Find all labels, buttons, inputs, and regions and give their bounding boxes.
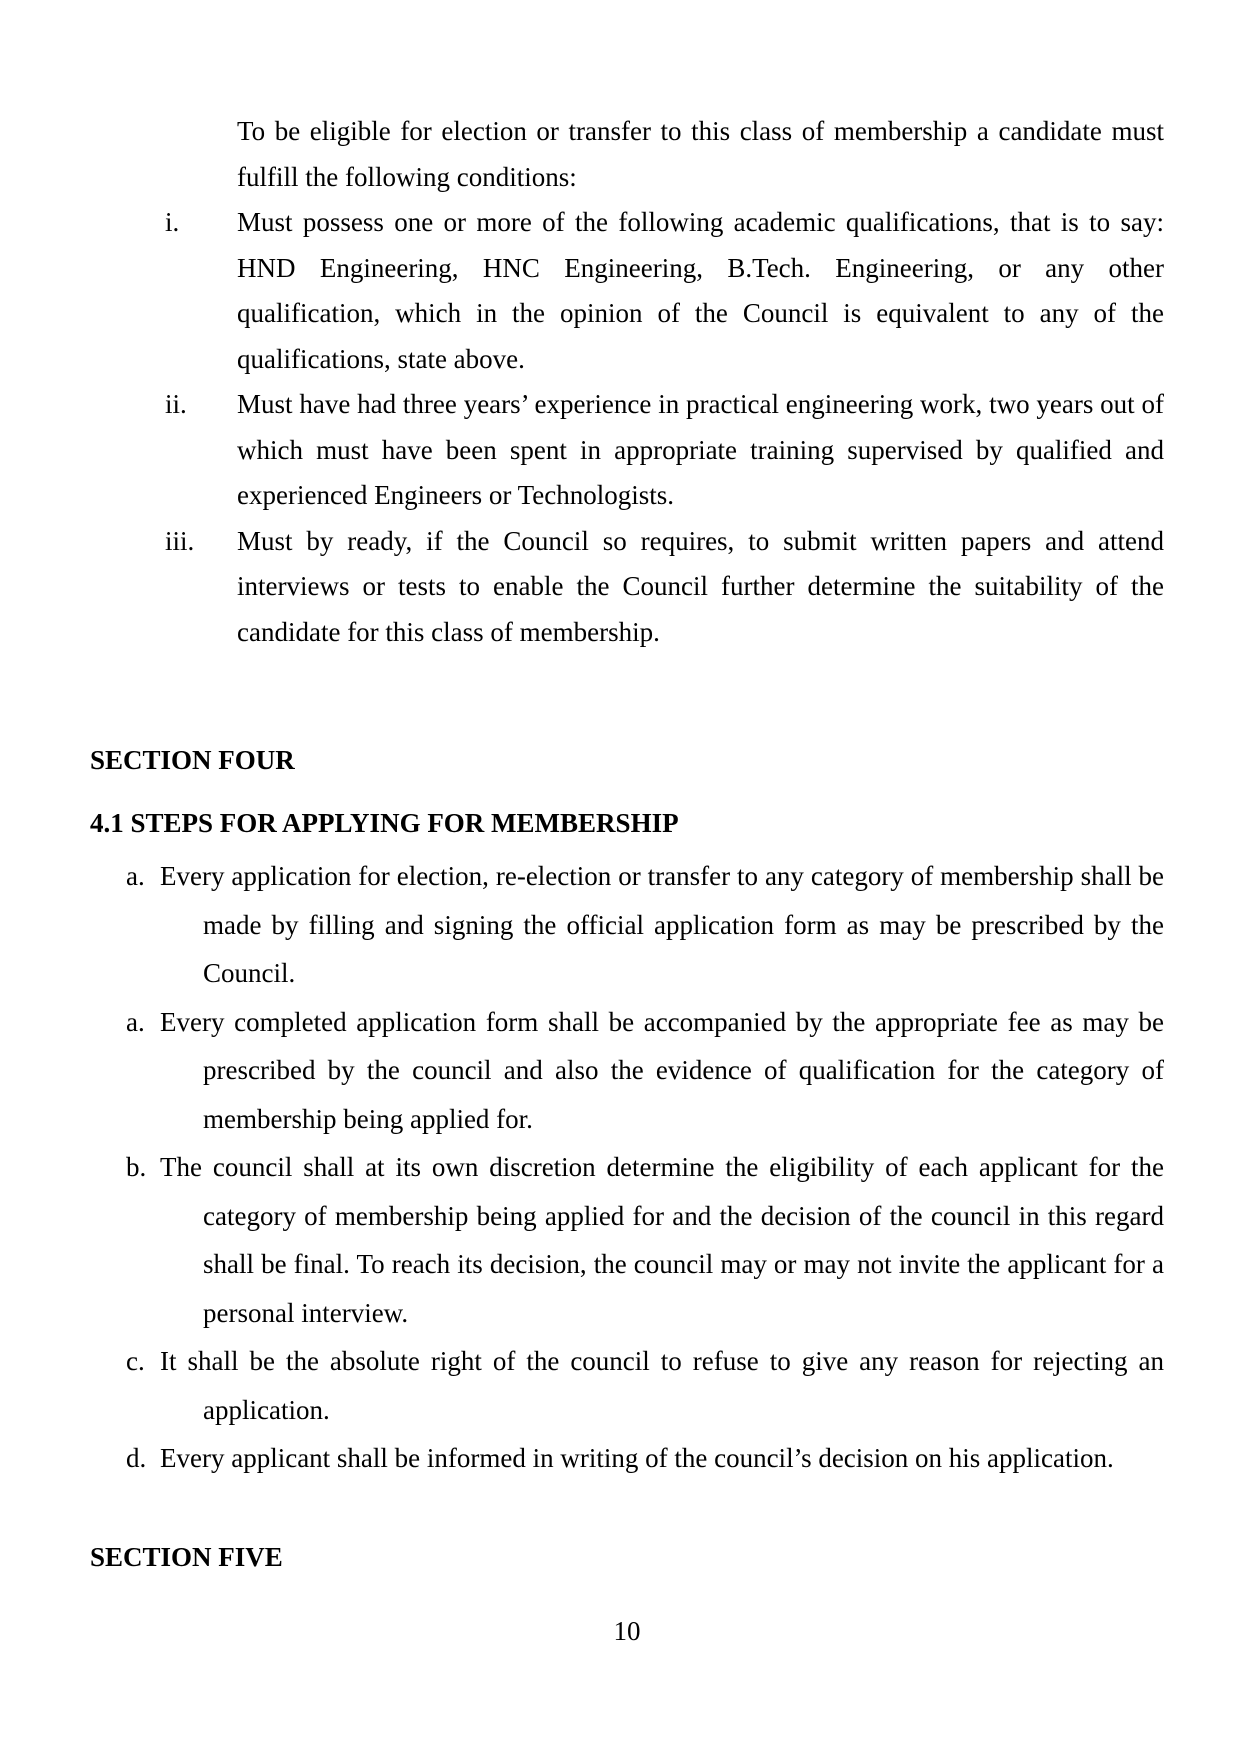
list-item bbox=[90, 998, 1164, 1144]
list-marker: c. bbox=[126, 1346, 145, 1376]
list-item-text: The council shall at its own discretion determine the eligibility of each applicant for the category of membership being applied for and the decision of the council in this regard shall be final. To reach its decision, the council may or may not invite the applicant for a personal interview. bbox=[160, 1152, 1164, 1328]
list-marker: iii. bbox=[165, 525, 195, 556]
list-item bbox=[90, 382, 1164, 519]
list-marker: ii. bbox=[165, 389, 187, 419]
list-item bbox=[90, 519, 1164, 656]
section-four-heading: SECTION FOUR bbox=[90, 745, 295, 775]
list-marker: i. bbox=[165, 207, 180, 237]
list-marker: d. bbox=[126, 1443, 147, 1473]
list-marker: a. bbox=[126, 1006, 145, 1037]
list-item-text: Every application for election, re-election or transfer to any category of membership shall be made by filling and signing the official application form as may be prescribed by the Council. bbox=[160, 861, 1164, 988]
list-item-text: Must have had three years’ experience in practical engineering work, two years out of which must have been spent in appropriate training supervised by qualified and experienced Engineers or Technologists. bbox=[237, 389, 1164, 510]
list-item bbox=[90, 1434, 1164, 1483]
alpha-list bbox=[90, 852, 1164, 1483]
list-item-text: Every completed application form shall be accompanied by the appropriate fee as may be prescribed by the council and also the evidence of qualification for the category of membership being applied for. bbox=[160, 1006, 1164, 1134]
list-item bbox=[90, 852, 1164, 998]
section-five-heading: SECTION FIVE bbox=[90, 1541, 283, 1572]
list-item-text: Must possess one or more of the following academic qualifications, that is to say: HND Engineering, HNC Engineering, B.Tech. Engineering, or any other qualification, which in the opinion of the Council is equivalent to any of the qualifications, state above. bbox=[237, 207, 1164, 374]
list-item-text: It shall be the absolute right of the council to refuse to give any reason for rejecting an application. bbox=[160, 1346, 1164, 1425]
list-item bbox=[90, 200, 1164, 382]
list-item bbox=[90, 1337, 1164, 1434]
list-marker: b. bbox=[126, 1152, 147, 1182]
roman-list bbox=[90, 200, 1164, 655]
list-item-text: Every applicant shall be informed in writing of the council’s decision on his application. bbox=[160, 1443, 1114, 1473]
intro-paragraph: To be eligible for election or transfer to this class of membership a candidate must fulfill the following conditions: bbox=[237, 116, 1164, 192]
list-marker: a. bbox=[126, 861, 145, 891]
page-number: 10 bbox=[613, 1616, 641, 1646]
list-item-text: Must by ready, if the Council so requires, to submit written papers and attend interviews or tests to enable the Council further determine the suitability of the candidate for this class of membership. bbox=[237, 525, 1164, 647]
section-four-subheading: 4.1 STEPS FOR APPLYING FOR MEMBERSHIP bbox=[90, 807, 679, 838]
list-item bbox=[90, 1143, 1164, 1337]
